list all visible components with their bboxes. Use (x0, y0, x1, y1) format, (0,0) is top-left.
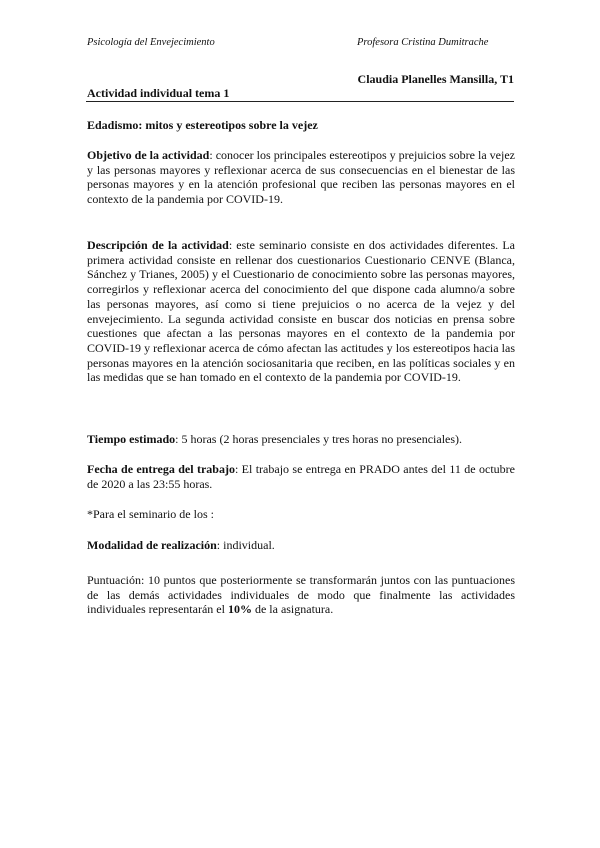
score-text: Puntuación: 10 puntos que posteriormente se transformarán juntos con las puntuaciones de las demás actividades individuales de modo que finalmente las actividades individuales representarán el (87, 573, 515, 617)
deadline-text: : El trabajo se entrega en PRADO antes del 11 de octubre de 2020 a las 23:55 horas. (87, 462, 515, 491)
header-course: Psicología del Envejecimiento (87, 37, 215, 48)
modality-label: Modalidad de realización (87, 538, 217, 552)
score-paragraph (87, 573, 515, 617)
score-percent: 10% (227, 602, 252, 617)
author-name: Claudia Planelles Mansilla, T1 (357, 72, 514, 86)
header-professor: Profesora Cristina Dumitrache (357, 37, 489, 48)
modality-paragraph (87, 538, 515, 553)
description-paragraph (87, 238, 515, 385)
objective-label: Objetivo de la actividad (87, 148, 210, 162)
score-text-end: de la asignatura. (251, 602, 334, 617)
deadline-label: Fecha de entrega del trabajo (87, 462, 235, 476)
time-paragraph (87, 432, 515, 447)
seminar-note: *Para el seminario de los : (87, 507, 214, 521)
description-label: Descripción de la actividad (87, 238, 229, 252)
activity-title: Actividad individual tema 1 (87, 86, 230, 100)
objective-text: : conocer los principales estereotipos y prejuicios sobre la vejez y las personas mayores y reflexionar acerca de sus consecuencias en el bienestar de las personas mayores y en la atención profesional que reciben las personas mayores en el contexto de la pandemia por COVID-19. (87, 148, 515, 207)
modality-text: : individual. (216, 538, 275, 552)
description-text: : este seminario consiste en dos actividades diferentes. La primera actividad consiste en rellenar dos cuestionarios Cuestionario CENVE (Blanca, Sánchez y Trianes, 2005) y el Cuestionario de conocimiento sobre las personas mayores, corregirlos y reflexionar acerca del conocimiento del que dispone cada alumno/a sobre las personas mayores, así como si tiene prejuicios o no acerca de la vejez y del envejecimiento. La segunda actividad consiste en buscar dos noticias en prensa sobre cuestiones que afectan a las personas mayores en el contexto de la pandemia por COVID-19 y reflexionar acerca de cómo afectan las actitudes y los estereotipos hacia las personas mayores en la atención sociosanitaria que reciben, en las políticas sociales y en las medidas que se han tomado en el contexto de la pandemia por COVID-19. (87, 238, 515, 385)
deadline-paragraph (87, 462, 515, 491)
time-text: : 5 horas (2 horas presenciales y tres horas no presenciales). (175, 432, 463, 446)
section-subtitle: Edadismo: mitos y estereotipos sobre la vejez (87, 118, 318, 132)
objective-paragraph (87, 148, 515, 207)
header-divider (86, 101, 514, 102)
time-label: Tiempo estimado (87, 432, 176, 446)
